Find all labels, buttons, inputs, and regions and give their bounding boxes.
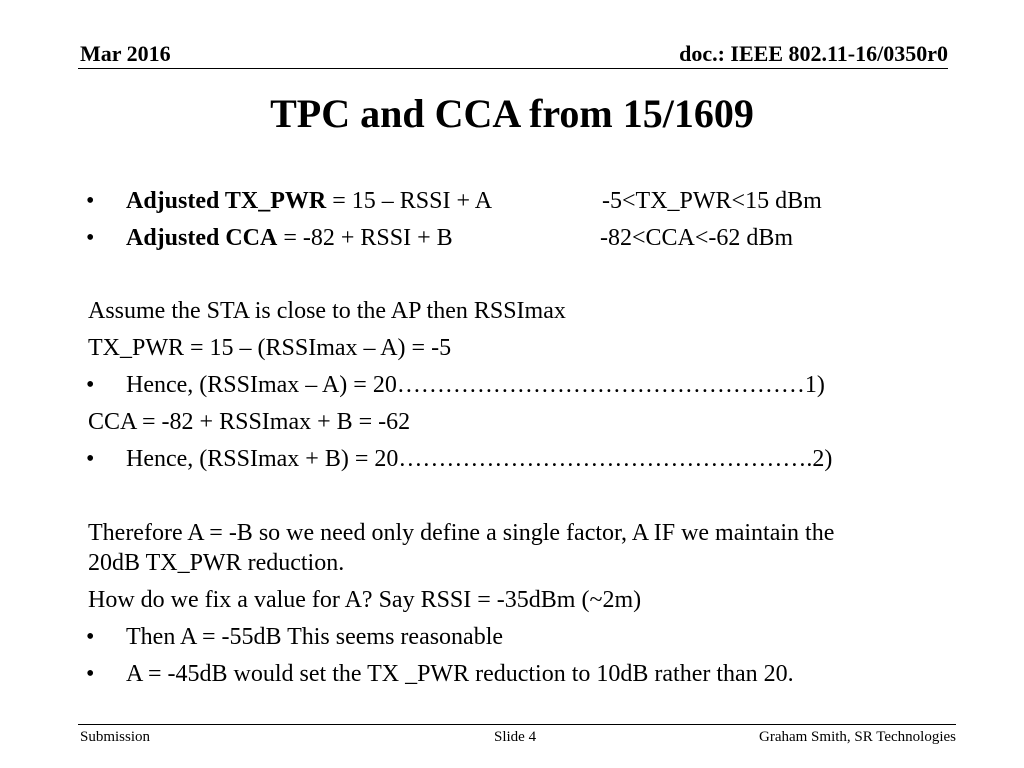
bullet-marker: • xyxy=(86,225,95,251)
footer-slide-number: Slide 4 xyxy=(494,729,537,745)
bullet-marker: • xyxy=(86,446,95,472)
footer-divider xyxy=(78,724,956,725)
bullet-marker: • xyxy=(86,372,95,398)
therefore-text-line-1: Therefore A = -B so we need only define a single factor, A IF we maintain the xyxy=(88,520,835,546)
formula-cca-range: -82<CCA<-62 dBm xyxy=(600,225,794,251)
hence-equation-1: Hence, (RSSImax – A) = 20……………………………………………1) xyxy=(126,372,825,398)
slide-title: TPC and CCA from 15/1609 xyxy=(270,91,754,136)
bullet-marker: • xyxy=(86,624,95,650)
header-divider xyxy=(78,68,948,69)
footer-author: Graham Smith, SR Technologies xyxy=(759,729,956,745)
formula-txpwr-expression: = 15 – RSSI + A xyxy=(326,188,493,214)
therefore-text-line-2: 20dB TX_PWR reduction. xyxy=(88,550,345,576)
a45-statement: A = -45dB would set the TX _PWR reduction to 10dB rather than 20. xyxy=(126,661,794,687)
then-statement: Then A = -55dB This seems reasonable xyxy=(126,624,504,650)
txpwr-equation: TX_PWR = 15 – (RSSImax – A) = -5 xyxy=(88,335,452,361)
formula-txpwr-label: Adjusted TX_PWR xyxy=(126,188,327,214)
header-date: Mar 2016 xyxy=(80,41,171,66)
how-question: How do we fix a value for A? Say RSSI = -35dBm (~2m) xyxy=(88,587,642,613)
footer-submission: Submission xyxy=(80,729,151,745)
bullet-marker: • xyxy=(86,188,95,214)
formula-cca-expression: = -82 + RSSI + B xyxy=(277,225,453,251)
formula-cca-label: Adjusted CCA xyxy=(126,225,278,251)
hence-equation-2: Hence, (RSSImax + B) = 20…………………………………………….2) xyxy=(126,446,833,472)
formula-txpwr xyxy=(126,186,492,216)
formula-cca xyxy=(126,223,453,253)
cca-equation: CCA = -82 + RSSImax + B = -62 xyxy=(88,409,411,435)
assume-text: Assume the STA is close to the AP then RSSImax xyxy=(88,298,566,324)
bullet-marker: • xyxy=(86,661,95,687)
formula-txpwr-range: -5<TX_PWR<15 dBm xyxy=(602,188,822,214)
header-doc-id: doc.: IEEE 802.11-16/0350r0 xyxy=(679,41,948,66)
